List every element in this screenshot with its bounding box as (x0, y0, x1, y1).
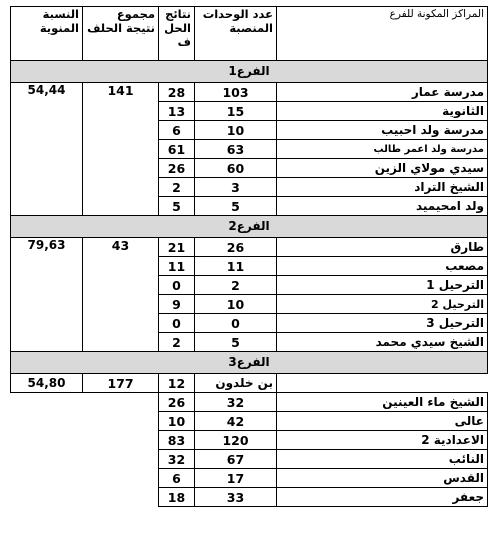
section-title: الفرع2 (11, 216, 488, 238)
table-row (11, 393, 488, 412)
header-centers: المراكز المكونة للفرع (277, 7, 488, 61)
center-name-cell: بن خلدون (195, 374, 277, 393)
center-name-cell: سيدي مولاي الزين (277, 159, 488, 178)
units-cell: 10 (195, 121, 277, 140)
empty-cell (11, 412, 83, 431)
result-cell: 26 (159, 393, 195, 412)
empty-cell (11, 469, 83, 488)
result-cell: 61 (159, 140, 195, 159)
header-percentage: النسبة المنوية (11, 7, 83, 61)
center-name-cell: الشيخ سيدي محمد (277, 333, 488, 352)
table-row (11, 431, 488, 450)
units-cell: 11 (195, 257, 277, 276)
result-cell: 5 (159, 197, 195, 216)
units-cell: 17 (195, 469, 277, 488)
table-row (11, 374, 488, 393)
center-name-cell: النائب (277, 450, 488, 469)
units-cell: 32 (195, 393, 277, 412)
units-cell: 120 (195, 431, 277, 450)
center-name-cell: جعفر (277, 488, 488, 507)
table-row (11, 238, 488, 257)
result-cell: 18 (159, 488, 195, 507)
units-cell: 26 (195, 238, 277, 257)
empty-cell (83, 469, 159, 488)
units-cell: 63 (195, 140, 277, 159)
units-cell: 5 (195, 333, 277, 352)
result-cell: 6 (159, 121, 195, 140)
empty-cell (11, 431, 83, 450)
center-name-cell: طارق (277, 238, 488, 257)
center-name-cell: الاعدادية 2 (277, 431, 488, 450)
result-cell: 13 (159, 102, 195, 121)
center-name-cell: القدس (277, 469, 488, 488)
center-name-cell: الثانوية (277, 102, 488, 121)
units-cell: 2 (195, 276, 277, 295)
empty-cell (277, 374, 488, 393)
units-cell: 5 (195, 197, 277, 216)
header-units: عدد الوحدات المنصبة (195, 7, 277, 61)
header-row (11, 7, 488, 61)
center-name-cell: الترحيل 1 (277, 276, 488, 295)
section-title-row (11, 61, 488, 83)
units-cell: 60 (195, 159, 277, 178)
center-name-cell: مصعب (277, 257, 488, 276)
units-cell: 67 (195, 450, 277, 469)
result-cell: 0 (159, 314, 195, 333)
table-row (11, 469, 488, 488)
empty-cell (83, 412, 159, 431)
units-cell: 0 (195, 314, 277, 333)
result-cell: 21 (159, 238, 195, 257)
result-cell: 11 (159, 257, 195, 276)
result-cell: 32 (159, 450, 195, 469)
result-cell: 6 (159, 469, 195, 488)
table-row (11, 488, 488, 507)
units-cell: 103 (195, 83, 277, 102)
units-cell: 15 (195, 102, 277, 121)
center-name-cell: الشيخ ماء العينين (277, 393, 488, 412)
section-title: الفرع1 (11, 61, 488, 83)
result-cell: 12 (159, 374, 195, 393)
section-title: الفرع3 (11, 352, 488, 374)
result-cell: 2 (159, 178, 195, 197)
result-cell: 26 (159, 159, 195, 178)
total-cell: 177 (83, 374, 159, 393)
center-name-cell: الترحيل 2 (277, 295, 488, 314)
units-cell: 3 (195, 178, 277, 197)
center-name-cell: الترحيل 3 (277, 314, 488, 333)
center-name-cell: مدرسة عمار (277, 83, 488, 102)
total-cell: 43 (83, 238, 159, 352)
empty-cell (83, 488, 159, 507)
table-row (11, 83, 488, 102)
result-cell: 2 (159, 333, 195, 352)
result-cell: 28 (159, 83, 195, 102)
result-cell: 83 (159, 431, 195, 450)
percentage-cell: 79,63 (11, 238, 83, 352)
empty-cell (11, 450, 83, 469)
empty-cell (83, 393, 159, 412)
center-name-cell: ولد امحيميد (277, 197, 488, 216)
table-row (11, 412, 488, 431)
empty-cell (83, 431, 159, 450)
empty-cell (11, 393, 83, 412)
result-cell: 10 (159, 412, 195, 431)
section-title-row (11, 216, 488, 238)
empty-cell (11, 488, 83, 507)
result-cell: 9 (159, 295, 195, 314)
table-row (11, 450, 488, 469)
units-cell: 10 (195, 295, 277, 314)
center-name-cell: مدرسة ولد اعمر طالب (277, 140, 488, 159)
results-table-container (10, 6, 487, 507)
empty-cell (83, 450, 159, 469)
units-cell: 42 (195, 412, 277, 431)
header-results: نتائج الحل ف (159, 7, 195, 61)
header-total: مجموع نتيجة الحلف (83, 7, 159, 61)
results-table (10, 6, 488, 507)
units-cell: 33 (195, 488, 277, 507)
percentage-cell: 54,44 (11, 83, 83, 216)
result-cell: 0 (159, 276, 195, 295)
percentage-cell: 54,80 (11, 374, 83, 393)
center-name-cell: مدرسة ولد احبيب (277, 121, 488, 140)
center-name-cell: الشيخ التراد (277, 178, 488, 197)
center-name-cell: عالى (277, 412, 488, 431)
total-cell: 141 (83, 83, 159, 216)
section-title-row (11, 352, 488, 374)
